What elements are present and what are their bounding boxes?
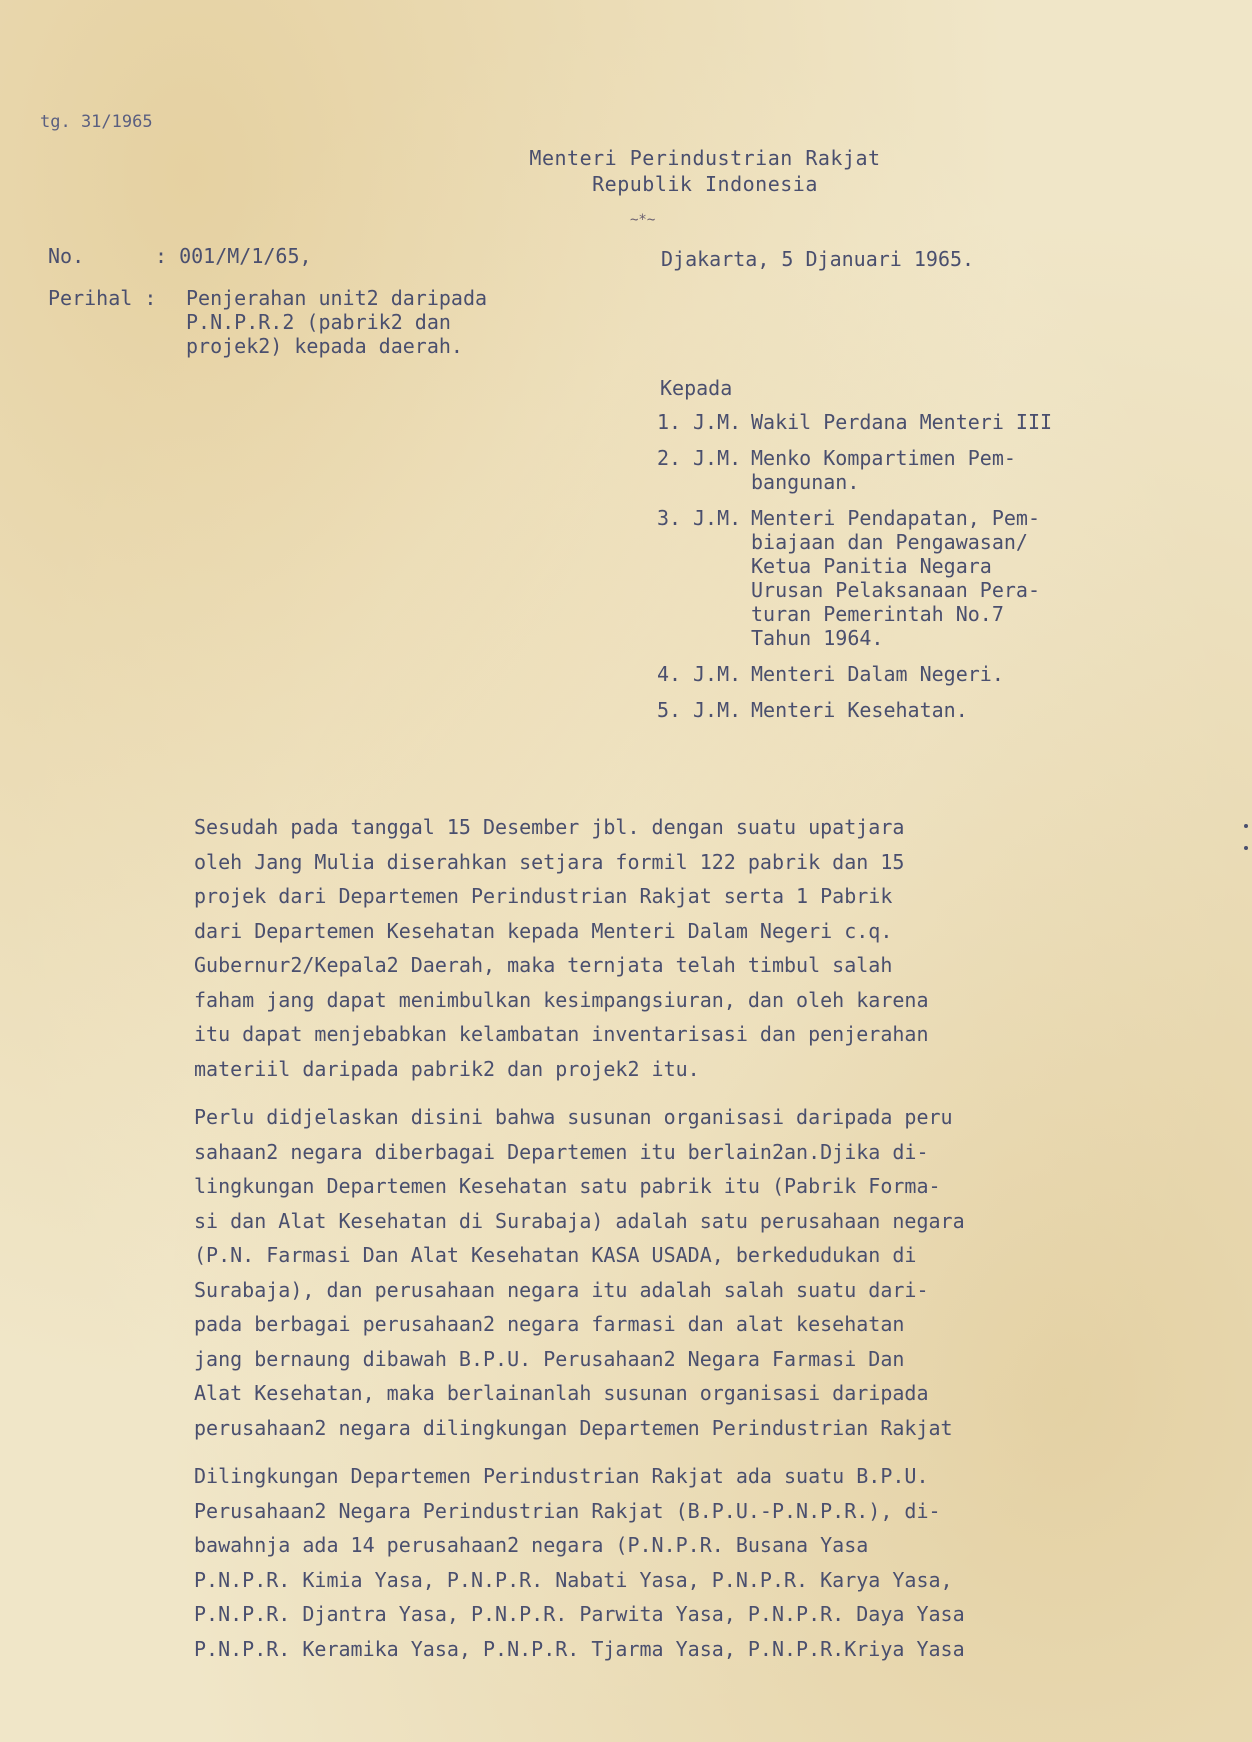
body-line: Dilingkungan Departemen Perindustrian Rakjat ada suatu B.P.U. <box>194 1464 929 1488</box>
recipient-number: 4. <box>657 662 682 686</box>
margin-mark <box>1244 824 1248 828</box>
body-line: P.N.P.R. Keramika Yasa, P.N.P.R. Tjarma Yasa, P.N.P.R.Kriya Yasa <box>194 1636 965 1661</box>
body-line: oleh Jang Mulia diserahkan setjara formil 122 pabrik dan 15 <box>194 849 905 874</box>
subject-line: projek2) kepada daerah. <box>186 334 463 358</box>
recipient-item <box>657 506 1177 650</box>
recipient-line: bangunan. <box>751 470 860 494</box>
recipient-number: 3. <box>657 506 682 530</box>
body-line: jang bernaung dibawah B.P.U. Perusahaan2 Negara Farmasi Dan <box>194 1346 905 1371</box>
recipient-line: Menteri Kesehatan. <box>751 698 968 722</box>
body-line: P.N.P.R. Kimia Yasa, P.N.P.R. Nabati Yasa, P.N.P.R. Karya Yasa, <box>194 1567 953 1592</box>
recipient-number: 1. <box>657 410 682 434</box>
recipient-number: 2. <box>657 446 682 470</box>
recipient-number: 5. <box>657 698 682 722</box>
body-line: Alat Kesehatan, maka berlainanlah susunan organisasi daripada <box>194 1381 929 1405</box>
addressee-heading: Kepada <box>660 376 733 400</box>
recipient-title: J.M. <box>693 506 742 530</box>
subject-line: P.N.P.R.2 (pabrik2 dan <box>186 310 451 334</box>
body-line: P.N.P.R. Djantra Yasa, P.N.P.R. Parwita Yasa, P.N.P.R. Daya Yasa <box>194 1602 965 1626</box>
recipient-item <box>657 698 1177 722</box>
recipient-item <box>657 410 1177 434</box>
subject-line: Penjerahan unit2 daripada <box>186 286 488 310</box>
recipient-line: biajaan dan Pengawasan/ <box>751 530 1028 554</box>
letter-date: Djakarta, 5 Djanuari 1965. <box>661 247 975 271</box>
letterhead-country: Republik Indonesia <box>592 172 818 196</box>
body-paragraph <box>194 1459 1234 1666</box>
recipient-line: Urusan Pelaksanaan Pera- <box>751 578 1040 602</box>
recipient-list <box>657 410 1177 734</box>
body-paragraph <box>194 810 1234 1086</box>
letter-number: : 001/M/1/65, <box>155 244 312 268</box>
body-line: Gubernur2/Kepala2 Daerah, maka ternjata telah timbul salah <box>194 953 893 977</box>
body-line: projek dari Departemen Perindustrian Rakjat serta 1 Pabrik <box>194 884 893 908</box>
letter-number-label: No. <box>48 244 85 268</box>
recipient-item <box>657 662 1177 686</box>
body-line: itu dapat menjebabkan kelambatan inventarisasi dan penjerahan <box>194 1022 929 1046</box>
body-paragraph <box>194 1100 1234 1445</box>
recipient-line: turan Pemerintah No.7 <box>751 602 1004 626</box>
margin-mark <box>1244 846 1248 850</box>
recipient-line: Ketua Panitia Negara <box>751 554 992 578</box>
reference-note: tg. 31/1965 <box>40 112 153 132</box>
body-line: dari Departemen Kesehatan kepada Menteri Dalam Negeri c.q. <box>194 918 893 943</box>
body-line: (P.N. Farmasi Dan Alat Kesehatan KASA USADA, berkedudukan di <box>194 1243 917 1267</box>
recipient-title: J.M. <box>693 446 742 470</box>
body-line: si dan Alat Kesehatan di Surabaja) adalah satu perusahaan negara <box>194 1208 965 1233</box>
body-line: lingkungan Departemen Kesehatan satu pabrik itu (Pabrik Forma- <box>194 1174 941 1198</box>
letter-body <box>194 810 1234 1680</box>
recipient-line: Menteri Pendapatan, Pem- <box>751 506 1040 530</box>
recipient-line: Tahun 1964. <box>751 626 884 650</box>
recipient-item <box>657 446 1177 494</box>
subject-label: Perihal : <box>48 286 157 310</box>
body-line: pada berbagai perusahaan2 negara farmasi dan alat kesehatan <box>194 1312 905 1336</box>
recipient-title: J.M. <box>693 698 742 722</box>
body-line: Perlu didjelaskan disini bahwa susunan organisasi daripada peru <box>194 1105 953 1129</box>
letterhead-ornament: ~*~ <box>630 212 656 228</box>
recipient-title: J.M. <box>693 410 742 434</box>
body-line: materiil daripada pabrik2 dan projek2 itu. <box>194 1056 700 1081</box>
recipient-line: Menteri Dalam Negeri. <box>751 662 1004 686</box>
recipient-line: Wakil Perdana Menteri III <box>751 410 1053 434</box>
body-line: Sesudah pada tanggal 15 Desember jbl. dengan suatu upatjara <box>194 815 905 839</box>
body-line: faham jang dapat menimbulkan kesimpangsiuran, dan oleh karena <box>194 987 929 1012</box>
subject-text <box>186 286 487 358</box>
recipient-title: J.M. <box>693 662 742 686</box>
body-line: sahaan2 negara diberbagai Departemen itu berlain2an.Djika di- <box>194 1139 929 1164</box>
body-line: perusahaan2 negara dilingkungan Departemen Perindustrian Rakjat <box>194 1415 953 1440</box>
body-line: bawahnja ada 14 perusahaan2 negara (P.N.P.R. Busana Yasa <box>194 1533 869 1557</box>
body-line: Surabaja), dan perusahaan negara itu adalah salah suatu dari- <box>194 1277 929 1302</box>
recipient-line: Menko Kompartimen Pem- <box>751 446 1016 470</box>
letterhead-ministry: Menteri Perindustrian Rakjat <box>529 146 881 170</box>
body-line: Perusahaan2 Negara Perindustrian Rakjat (B.P.U.-P.N.P.R.), di- <box>194 1498 941 1523</box>
